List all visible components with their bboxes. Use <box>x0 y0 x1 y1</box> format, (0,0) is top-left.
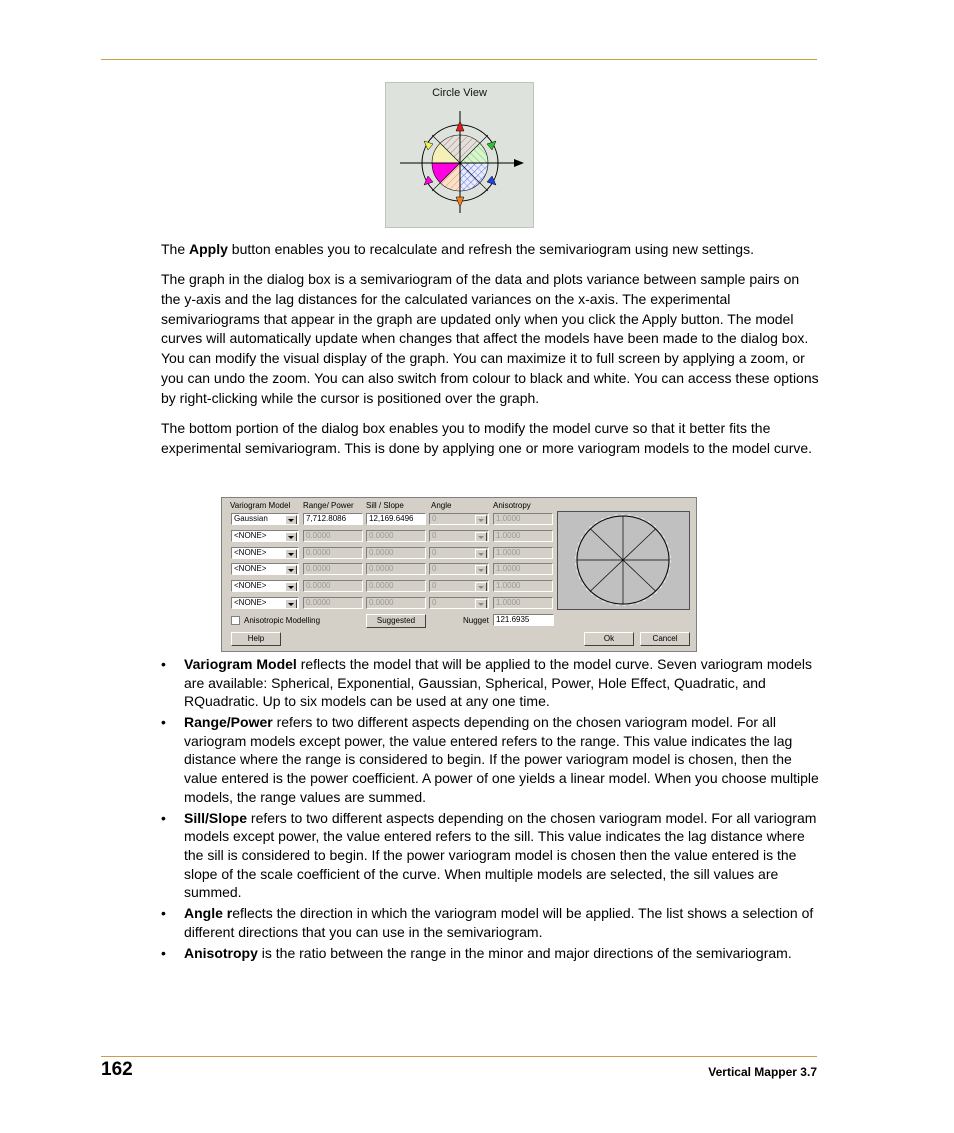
variogram-model-select[interactable]: <NONE> <box>231 563 299 575</box>
range-power-input: 0.0000 <box>303 563 363 575</box>
sill-slope-input: 0.0000 <box>366 547 426 559</box>
variogram-model-select[interactable]: <NONE> <box>231 597 299 609</box>
variogram-model-select[interactable]: <NONE> <box>231 530 299 542</box>
anisotropy-preview <box>557 511 690 610</box>
variogram-model-select[interactable]: Gaussian <box>231 513 299 525</box>
anisotropy-ellipse-graphic <box>558 512 689 609</box>
bullet-term: Sill/Slope <box>184 809 248 826</box>
bullet-text: refers to two different aspects depending on the chosen variogram model. For all variogram models except power, the value entered refers to the sill. This value indicates the lag distance where the sill is considered to begin. If the power variogram model is chosen then the value entered is the slope of the scale coefficient of the curve. When multiple models are selected, the sill values are summed. <box>184 809 817 901</box>
range-power-input: 0.0000 <box>303 580 363 592</box>
arrow-south-icon <box>456 197 464 207</box>
chevron-down-icon[interactable] <box>285 515 297 525</box>
bullet-item <box>161 655 821 711</box>
chevron-down-icon[interactable] <box>285 599 297 609</box>
angle-select: 0 <box>429 547 489 559</box>
header-angle: Angle <box>431 501 452 510</box>
angle-select: 0 <box>429 513 489 525</box>
variogram-model-select[interactable]: <NONE> <box>231 580 299 592</box>
variogram-model-select[interactable]: <NONE> <box>231 547 299 559</box>
anisotropy-input: 1.0000 <box>493 597 553 609</box>
circle-view-figure <box>385 82 534 228</box>
bullet-term: Variogram Model <box>184 656 297 672</box>
angle-select: 0 <box>429 563 489 575</box>
page-number: 162 <box>101 1059 133 1080</box>
header-anisotropy: Anisotropy <box>493 501 531 510</box>
angle-select: 0 <box>429 597 489 609</box>
chevron-down-icon <box>475 565 487 575</box>
bullet-item <box>161 944 821 963</box>
chevron-down-icon <box>475 599 487 609</box>
bullet-text: is the ratio between the range in the minor and major directions of the semivariogram. <box>257 944 792 961</box>
chevron-down-icon <box>475 515 487 525</box>
bullet-icon: • <box>161 944 166 961</box>
bullet-text: reflects the model that will be applied to the model curve. Seven variogram models are available: Spherical, Exponential, Gaussian, Spherical, Power, Hole Effect, Quadratic, and RQuadratic. Up to six models can be used at any one time. <box>184 656 812 710</box>
sill-slope-input[interactable]: 12,169.6496 <box>366 513 426 525</box>
bullet-icon: • <box>161 656 166 672</box>
header-rule <box>101 59 817 60</box>
suggested-button[interactable]: Suggested <box>366 614 426 628</box>
range-power-input: 0.0000 <box>303 530 363 542</box>
cancel-button[interactable]: Cancel <box>640 632 690 646</box>
chevron-down-icon <box>475 549 487 559</box>
running-footer-title: Vertical Mapper 3.7 <box>708 1065 817 1079</box>
bullet-term: Range/Power <box>184 714 273 731</box>
anisotropy-input: 1.0000 <box>493 513 553 525</box>
chevron-down-icon[interactable] <box>285 565 297 575</box>
ok-button[interactable]: Ok <box>584 632 634 646</box>
sill-slope-input: 0.0000 <box>366 597 426 609</box>
header-range-power: Range/ Power <box>303 501 354 510</box>
range-power-input: 0.0000 <box>303 597 363 609</box>
sill-slope-input: 0.0000 <box>366 563 426 575</box>
anisotropy-input: 1.0000 <box>493 547 553 559</box>
bullet-term: Angle r <box>184 905 233 922</box>
chevron-down-icon[interactable] <box>285 582 297 592</box>
header-sill-slope: Sill / Slope <box>366 501 404 510</box>
bullet-term: Anisotropy <box>184 944 258 961</box>
angle-select: 0 <box>429 530 489 542</box>
bullet-text: eflects the direction in which the variogram model will be applied. The list shows a selection of different directions that you can use in the semivariogram. <box>184 905 814 940</box>
bullet-icon: • <box>161 714 166 731</box>
anisotropic-modelling-label: Anisotropic Modelling <box>244 616 321 625</box>
range-power-input: 0.0000 <box>303 547 363 559</box>
chevron-down-icon[interactable] <box>285 549 297 559</box>
chevron-down-icon <box>475 582 487 592</box>
apply-paragraph: The Apply button enables you to recalculate and refresh the semivariogram using new settings. <box>161 241 754 257</box>
anisotropy-input: 1.0000 <box>493 530 553 542</box>
bullet-item <box>161 809 821 902</box>
anisotropy-input: 1.0000 <box>493 580 553 592</box>
chevron-down-icon[interactable] <box>285 532 297 542</box>
nugget-label: Nugget <box>463 616 489 625</box>
bottom-portion-paragraph: The bottom portion of the dialog box enables you to modify the model curve so that it better fits the experimental semivariogram. This is done by applying one or more variogram models to the model curve. <box>161 420 813 456</box>
sill-slope-input: 0.0000 <box>366 530 426 542</box>
range-power-input[interactable]: 7,712.8086 <box>303 513 363 525</box>
bullet-list <box>161 655 821 965</box>
footer-rule <box>101 1056 817 1057</box>
anisotropic-modelling-checkbox[interactable] <box>231 616 240 625</box>
angle-select: 0 <box>429 580 489 592</box>
nugget-input[interactable]: 121.6935 <box>493 614 554 626</box>
bullet-item <box>161 713 821 806</box>
bullet-item <box>161 904 821 941</box>
circle-view-graphic <box>386 83 535 229</box>
variogram-model-dialog <box>221 497 697 652</box>
circle-view-title: Circle View <box>432 87 487 99</box>
bullet-icon: • <box>161 809 166 826</box>
graph-paragraph: The graph in the dialog box is a semivariogram of the data and plots variance between sample pairs on the y-axis and the lag distances for the calculated variances on the x-axis. The experimental semivariograms that appear in the graph are updated only when you click the Apply button. The model curves will automatically update when changes that affect the models have been made to the dialog box. You can modify the visual display of the graph. You can maximize it to full screen by applying a zoom, or you can undo the zoom. You can also switch from colour to black and white. You can access these options by right-clicking while the cursor is positioned over the graph. <box>161 271 819 406</box>
bullet-icon: • <box>161 905 166 922</box>
apply-term: Apply <box>189 241 228 257</box>
header-variogram-model: Variogram Model <box>230 501 291 510</box>
chevron-down-icon <box>475 532 487 542</box>
arrow-north-icon <box>456 121 464 131</box>
anisotropy-input: 1.0000 <box>493 563 553 575</box>
sill-slope-input: 0.0000 <box>366 580 426 592</box>
arrow-east-icon <box>514 159 524 167</box>
bullet-text: refers to two different aspects depending on the chosen variogram model. For all variogram models except power, the value entered refers to the range. This value indicates the lag distance where the range is considered to begin. If the power variogram model is chosen, then the value entered is the power coefficient. A power of one yields a linear model. When you choose multiple models, the range values are summed. <box>184 714 819 805</box>
help-button[interactable]: Help <box>231 632 281 646</box>
